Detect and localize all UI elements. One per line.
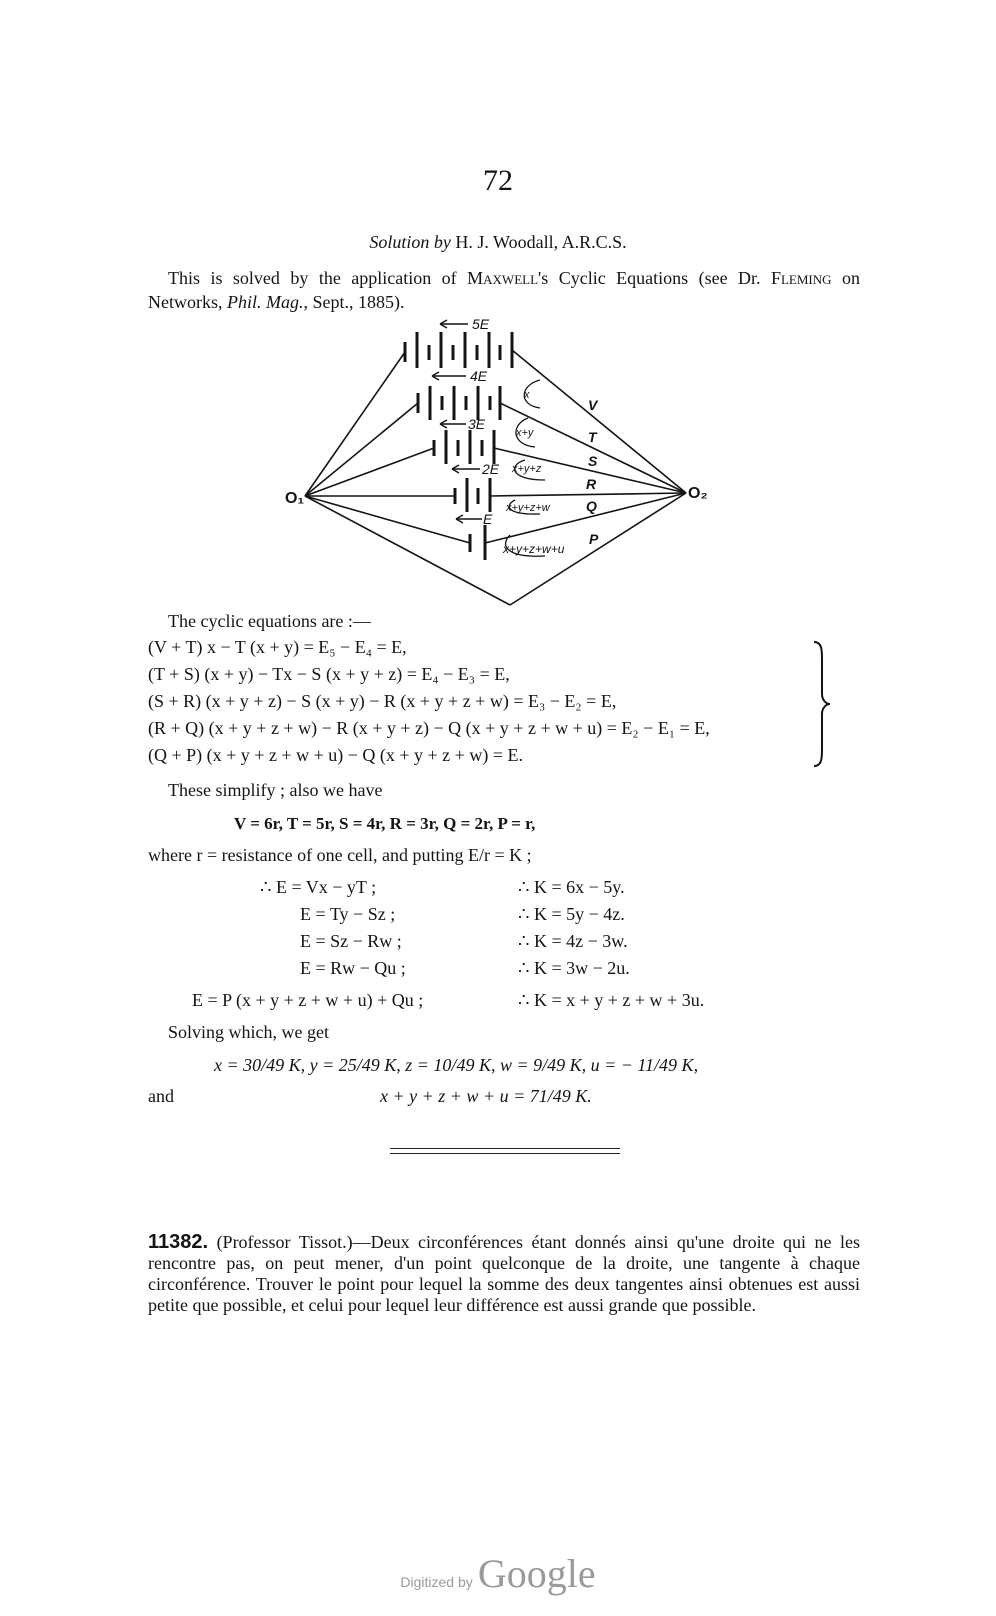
problem-11382 (148, 1232, 860, 1316)
solution-prefix: Solution by (369, 232, 451, 252)
system-left-1: ∴ E = Vx − yT ; (260, 877, 377, 897)
problem-text: —Deux circonférences étant donnés ainsi qu'une droite qui ne les rencontre pas, on peut mener, d'un point quelconque de la droite, une tangente à chaque circonférence. Trouver le point pour lequel la somme des deux tangentes ainsi obtenues est aussi petite que possible, et celui pour lequel leur différence est aussi grande que possible. (148, 1232, 860, 1315)
cyclic-intro: The cyclic equations are :— (168, 611, 371, 631)
intro-fleming: Fleming (770, 268, 832, 288)
wire-branch-r (490, 493, 686, 496)
current-label-xy: x+y (516, 427, 534, 439)
branch-label-t: T (588, 429, 597, 445)
cyclic-equation-2: (T + S) (x + y) − Tx − S (x + y + z) = E₄ − E₃ = E, (148, 664, 510, 684)
system-right-3: ∴ K = 4z − 3w. (518, 931, 628, 951)
branch-label-r: R (586, 476, 597, 492)
solution-author: H. J. Woodall, A.R.C.S. (455, 232, 627, 252)
battery-label-e: E (483, 511, 493, 527)
divider-rule-bottom (390, 1153, 620, 1154)
intro-journal: Phil. Mag. (227, 292, 304, 312)
system-right-5: ∴ K = x + y + z + w + 3u. (518, 990, 705, 1010)
cyclic-equation-5: (Q + P) (x + y + z + w + u) − Q (x + y + z + w) = E. (148, 745, 523, 765)
current-label-xyz: x+y+z (512, 463, 542, 475)
system-right-4: ∴ K = 3w − 2u. (518, 958, 630, 978)
and-label: and (148, 1086, 174, 1106)
problem-number: 11382. (148, 1231, 209, 1253)
digitized-footer (0, 1550, 996, 1597)
branch-label-v: V (588, 397, 598, 413)
battery-5e (405, 332, 512, 368)
wire-upper-left (305, 352, 405, 496)
battery-label-5e: 5E (472, 316, 490, 332)
digitized-label: Digitized by (400, 1574, 473, 1590)
problem-proposer: (Professor Tissot.) (216, 1232, 353, 1252)
node-label-o2: O₂ (688, 485, 708, 502)
current-label-x: x (524, 389, 530, 401)
current-label-xyzw: x+y+z+w (506, 502, 550, 514)
current-label-xyzwu: x+y+z+w+u (503, 542, 565, 556)
wire-lower-left (305, 496, 510, 605)
battery-2e (455, 478, 490, 512)
where-text: where r = resistance of one cell, and putting E/r = K ; (148, 845, 532, 865)
battery-label-4e: 4E (470, 368, 488, 384)
intro-part4: , Sept., 1885). (303, 292, 405, 312)
cyclic-equation-3: (S + R) (x + y + z) − S (x + y) − R (x + y + z + w) = E₃ − E₂ = E, (148, 691, 617, 711)
system-right-2: ∴ K = 5y − 4z. (518, 904, 625, 924)
solution-sum: x + y + z + w + u = 71/49 K. (380, 1086, 592, 1106)
divider-rule-top (390, 1148, 620, 1149)
resistance-values: V = 6r, T = 5r, S = 4r, R = 3r, Q = 2r, P = r, (234, 814, 536, 833)
right-brace (812, 640, 832, 768)
solving-text: Solving which, we get (168, 1022, 329, 1042)
google-logo: Google (477, 1551, 596, 1596)
intro-part1: This is solved by the application of (168, 268, 468, 288)
system-right-1: ∴ K = 6x − 5y. (518, 877, 625, 897)
system-left-2: E = Ty − Sz ; (300, 904, 396, 924)
intro-maxwell: Maxwell (467, 268, 539, 288)
battery-label-2e: 2E (482, 461, 500, 477)
page-number: 72 (483, 164, 513, 197)
branch-label-p: P (589, 531, 599, 547)
branch-label-q: Q (586, 498, 597, 514)
branch-label-s: S (588, 453, 598, 469)
cyclic-equation-1: (V + T) x − T (x + y) = E₅ − E₄ = E, (148, 637, 407, 657)
node-label-o1: O₁ (285, 490, 305, 507)
wire-o1-3e (305, 448, 434, 496)
wire-o1-4e (305, 403, 418, 496)
system-left-3: E = Sz − Rw ; (300, 931, 402, 951)
battery-label-3e: 3E (468, 416, 486, 432)
intro-part3: on Networks, (148, 268, 860, 312)
system-left-5: E = P (x + y + z + w + u) + Qu ; (192, 990, 424, 1010)
simplify-text: These simplify ; also we have (168, 780, 383, 800)
wire-o1-e (305, 496, 470, 543)
battery-3e (434, 430, 494, 464)
battery-4e (418, 386, 500, 420)
network-wires (305, 350, 686, 605)
battery-e (470, 525, 485, 560)
system-left-4: E = Rw − Qu ; (300, 958, 406, 978)
solution-values: x = 30/49 K, y = 25/49 K, z = 10/49 K, w = 9/49 K, u = − 11/49 K, (214, 1055, 699, 1075)
network-diagram (0, 0, 996, 620)
cyclic-equation-4: (R + Q) (x + y + z + w) − R (x + y + z) − Q (x + y + z + w + u) = E₂ − E₁ = E, (148, 718, 710, 738)
intro-part2: 's Cyclic Equations (see Dr. (538, 268, 771, 288)
